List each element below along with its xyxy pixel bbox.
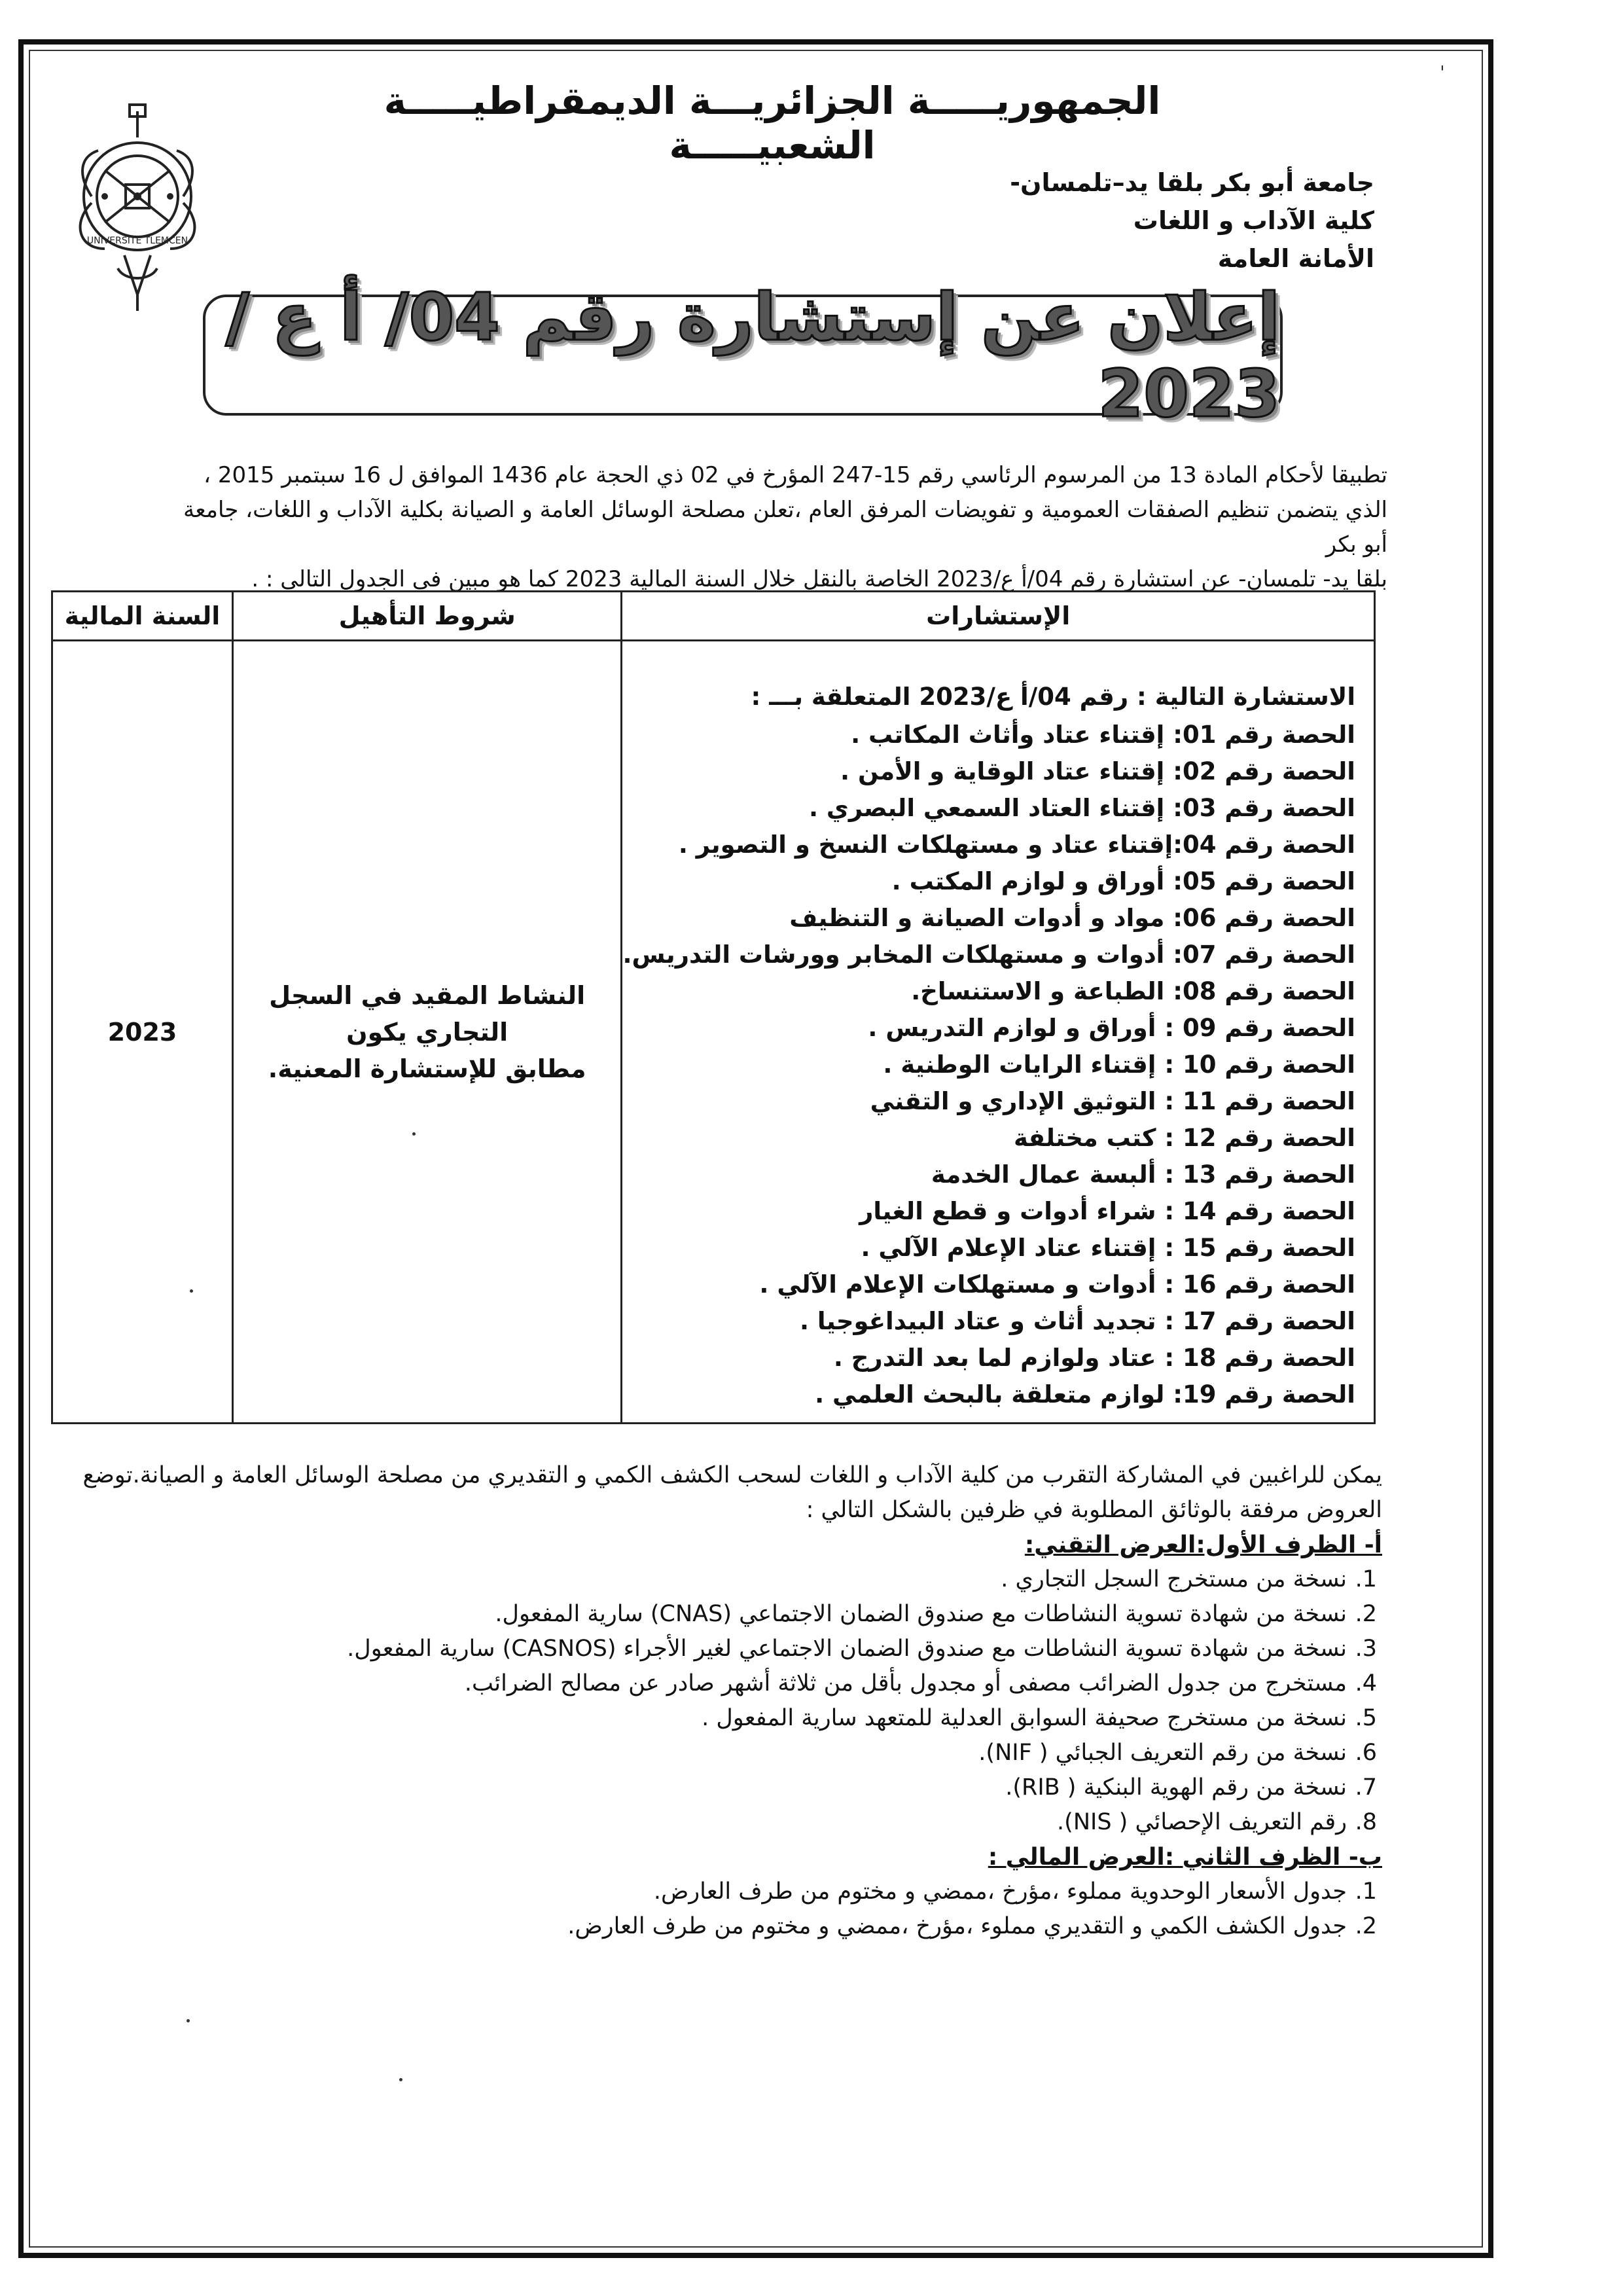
lot-item: الحصة رقم 16 : أدوات و مستهلكات الإعلام الآلي .	[759, 1270, 1355, 1299]
svg-text:UNIVERSITE TLEMCEN: UNIVERSITE TLEMCEN	[86, 236, 188, 246]
fiscal-year-cell: 2023	[52, 641, 233, 1424]
list-item	[60, 1562, 1382, 1597]
consultation-title: الاستشارة التالية : رقم 04/أ ع/2023 المتعلقة بـــ :	[751, 683, 1355, 711]
header-consultations: الإستشارات	[622, 592, 1375, 641]
header-conditions: شروط التأهيل	[232, 592, 622, 641]
table-header-row	[52, 592, 1375, 641]
consultation-cell	[622, 641, 1375, 1424]
item-number: 1.	[1355, 1878, 1377, 1905]
lot-item: الحصة رقم 06: مواد و أدوات الصيانة و التنظيف	[789, 904, 1355, 932]
technical-offer-title: أ- الظرف الأول:العرض التقني:	[1024, 1532, 1382, 1558]
item-number: 1.	[1355, 1566, 1377, 1592]
submission-section	[60, 1458, 1382, 1944]
table-row	[52, 641, 1375, 1424]
lot-item: الحصة رقم 11 : التوثيق الإداري و التقني	[870, 1087, 1355, 1115]
list-item	[60, 1736, 1382, 1770]
item-text: نسخة من رقم التعريف الجبائي ( NIF).	[978, 1740, 1347, 1766]
lot-item: الحصة رقم 09 : أوراق و لوازم التدريس .	[868, 1014, 1355, 1042]
list-item	[60, 1805, 1382, 1840]
item-text: جدول الأسعار الوحدوية مملوء ،مؤرخ ،ممضي و مختوم من طرف العارض.	[653, 1878, 1347, 1905]
lot-item: الحصة رقم 01: إقتناء عتاد وأثاث المكاتب .	[851, 721, 1355, 749]
lot-item: الحصة رقم 04:إقتناء عتاد و مستهلكات النسخ و التصوير .	[678, 831, 1355, 859]
item-number: 4.	[1355, 1670, 1377, 1696]
header-fiscal-year: السنة المالية	[52, 592, 233, 641]
faculty-name: كلية الآداب و اللغات	[1133, 206, 1374, 235]
scan-speck	[190, 1289, 193, 1293]
announcement-banner	[203, 278, 1283, 432]
republic-heading: الجمهوريـــــة الجزائريـــة الديمقراطيـــــة الشعبيـــــة	[383, 79, 1161, 168]
secretariat-name: الأمانة العامة	[1217, 244, 1374, 273]
lot-item: الحصة رقم 05: أوراق و لوازم المكتب .	[891, 867, 1355, 895]
list-item	[60, 1597, 1382, 1632]
item-text: نسخة من شهادة تسوية النشاطات مع صندوق الضمان الاجتماعي لغير الأجراء (CASNOS) سارية المفعول.	[347, 1636, 1347, 1662]
list-item	[60, 1701, 1382, 1736]
conditions-cell	[232, 641, 622, 1424]
condition-line: مطابق للإستشارة المعنية.	[268, 1054, 586, 1083]
list-item	[60, 1909, 1382, 1944]
lot-item: الحصة رقم 08: الطباعة و الاستنساخ.	[911, 977, 1355, 1005]
list-item	[60, 1770, 1382, 1805]
item-text: نسخة من مستخرج السجل التجاري .	[1001, 1566, 1347, 1592]
technical-items-list	[60, 1562, 1382, 1840]
item-text: نسخة من رقم الهوية البنكية ( RIB).	[1005, 1774, 1347, 1801]
list-item	[60, 1632, 1382, 1666]
consultation-table	[51, 590, 1376, 1424]
item-text: نسخة من شهادة تسوية النشاطات مع صندوق الضمان الاجتماعي (CNAS) سارية المفعول.	[495, 1601, 1347, 1627]
intro-paragraph	[157, 458, 1387, 597]
announcement-title: إعلان عن إستشارة رقم 04/ أ ع / 2023	[225, 278, 1280, 432]
lot-item: الحصة رقم 18 : عتاد ولوازم لما بعد التدرج .	[833, 1344, 1355, 1372]
item-number: 7.	[1355, 1774, 1377, 1801]
lot-item: الحصة رقم 14 : شراء أدوات و قطع الغيار	[859, 1197, 1355, 1225]
intro-line: الذي يتضمن تنظيم الصفقات العمومية و تفويضات المرفق العام ،تعلن مصلحة الوسائل العامة و الصيانة بكلية الآداب و اللغات، جامعة أبو بكر	[183, 497, 1387, 558]
item-number: 6.	[1355, 1740, 1377, 1766]
institution-block	[1010, 164, 1374, 278]
item-number: 5.	[1355, 1705, 1377, 1731]
item-number: 2.	[1355, 1913, 1377, 1939]
scan-speck	[412, 1132, 416, 1136]
lot-item: الحصة رقم 03: إقتناء العتاد السمعي البصري .	[809, 794, 1355, 822]
lot-item: الحصة رقم 15 : إقتناء عتاد الإعلام الآلي .	[861, 1234, 1355, 1262]
lot-item: الحصة رقم 19: لوازم متعلقة بالبحث العلمي .	[815, 1380, 1355, 1408]
submission-paragraph: يمكن للراغبين في المشاركة التقرب من كلية الآداب و اللغات لسحب الكشف الكمي و التقديري من مصلحة الوسائل العامة و الصيانة.توضع العروض مرفقة بالوثائق المطلوبة في ظرفين بالشكل التالي :	[82, 1462, 1382, 1523]
item-text: نسخة من مستخرج صحيفة السوابق العدلية للمتعهد سارية المفعول .	[702, 1705, 1347, 1731]
scan-speck	[187, 2019, 190, 2022]
lot-item: الحصة رقم 02: إقتناء عتاد الوقاية و الأمن .	[840, 757, 1355, 785]
lots-list	[622, 717, 1355, 1413]
item-number: 8.	[1355, 1809, 1377, 1835]
item-number: 3.	[1355, 1636, 1377, 1662]
scan-speck	[399, 2078, 402, 2081]
lot-item: الحصة رقم 13 : ألبسة عمال الخدمة	[931, 1160, 1355, 1189]
financial-offer-title: ب- الظرف الثاني :العرض المالي :	[988, 1844, 1382, 1871]
university-emblem-icon	[52, 98, 223, 321]
list-item	[60, 1874, 1382, 1909]
lot-item: الحصة رقم 12 : كتب مختلفة	[1013, 1124, 1355, 1152]
item-text: جدول الكشف الكمي و التقديري مملوء ،مؤرخ ،ممضي و مختوم من طرف العارض.	[567, 1913, 1347, 1939]
lot-item: الحصة رقم 17 : تجديد أثاث و عتاد البيداغوجيا .	[799, 1307, 1355, 1335]
university-name: جامعة أبو بكر بلقا يد–تلمسان-	[1010, 168, 1374, 197]
corner-mark: ˈ	[1440, 62, 1445, 84]
intro-line: تطبيقا لأحكام المادة 13 من المرسوم الرئاسي رقم 15-247 المؤرخ في 02 ذي الحجة عام 1436 الموافق ل 16 سبتمبر 2015 ،	[204, 462, 1387, 488]
financial-items-list	[60, 1874, 1382, 1944]
intro-line: بلقا يد- تلمسان- عن استشارة رقم 04/أ ع/2023 الخاصة بالنقل خلال السنة المالية 2023 كما هو مبين في الجدول التالي : .	[251, 566, 1387, 592]
condition-line: النشاط المقيد في السجل التجاري يكون	[269, 980, 586, 1047]
item-text: رقم التعريف الإحصائي ( NIS).	[1057, 1809, 1347, 1835]
lot-item: الحصة رقم 10 : إقتناء الرايات الوطنية .	[883, 1050, 1355, 1079]
item-text: مستخرج من جدول الضرائب مصفى أو مجدول بأقل من ثلاثة أشهر صادر عن مصالح الضرائب.	[464, 1670, 1347, 1696]
lot-item: الحصة رقم 07: أدوات و مستهلكات المخابر وورشات التدريس.	[622, 941, 1355, 969]
list-item	[60, 1666, 1382, 1701]
item-number: 2.	[1355, 1601, 1377, 1627]
